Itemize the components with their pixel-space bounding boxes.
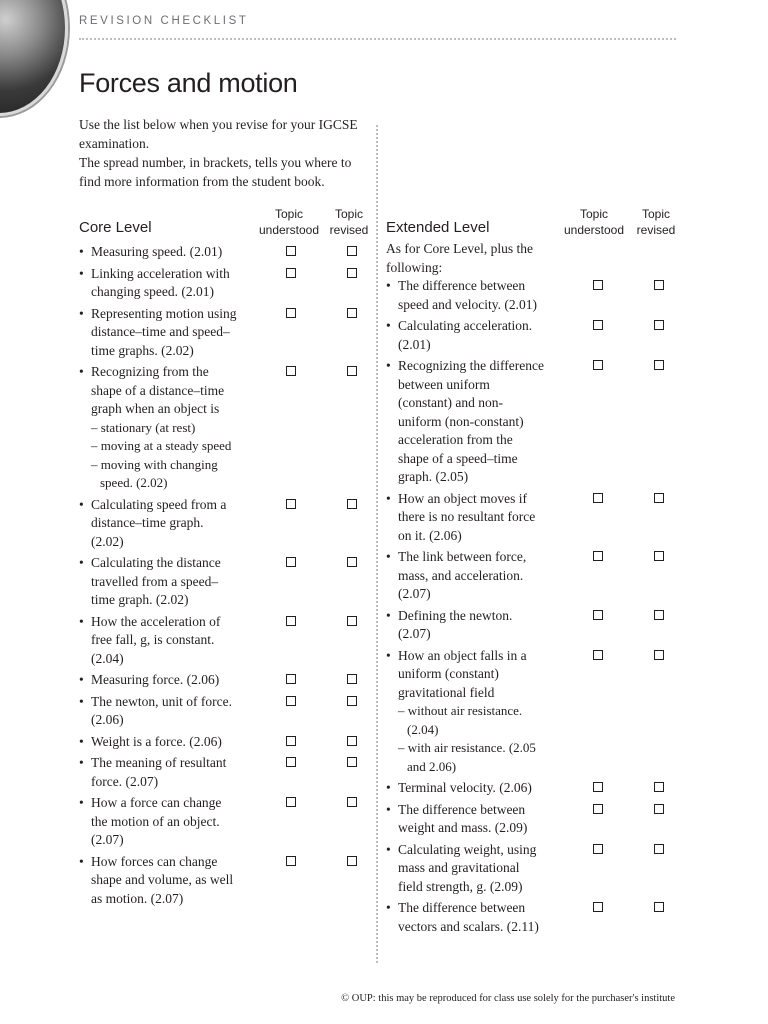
topic-revised-checkbox[interactable] bbox=[654, 844, 664, 854]
checklist-item-text: • The link between force, mass, and acceleration. (2.07) bbox=[386, 548, 546, 604]
topic-understood-header: Topic understood bbox=[258, 207, 320, 237]
checklist-item-text: • The difference between speed and velocity. (2.01) bbox=[386, 277, 546, 314]
topic-revised-checkbox[interactable] bbox=[347, 557, 357, 567]
topic-revised-checkbox[interactable] bbox=[654, 650, 664, 660]
checklist-item bbox=[386, 490, 686, 546]
topic-understood-checkbox[interactable] bbox=[593, 551, 603, 561]
topic-revised-checkbox[interactable] bbox=[654, 610, 664, 620]
checklist-item bbox=[386, 779, 686, 798]
checklist-item bbox=[386, 801, 686, 838]
column-divider bbox=[376, 125, 378, 963]
topic-revised-checkbox[interactable] bbox=[654, 280, 664, 290]
checklist-item bbox=[79, 754, 369, 791]
checklist-item-text: • The newton, unit of force. (2.06) bbox=[79, 693, 239, 730]
checklist-item bbox=[79, 554, 369, 610]
topic-understood-checkbox[interactable] bbox=[286, 757, 296, 767]
checklist-item bbox=[79, 265, 369, 302]
checklist-item-text: • Representing motion using distance–time and speed–time graphs. (2.02) bbox=[79, 305, 239, 361]
topic-revised-checkbox[interactable] bbox=[654, 902, 664, 912]
topic-revised-checkbox[interactable] bbox=[347, 308, 357, 318]
checklist-item bbox=[386, 841, 686, 897]
checklist-item bbox=[79, 693, 369, 730]
checklist-item-text: • Calculating weight, using mass and gravitational field strength, g. (2.09) bbox=[386, 841, 546, 897]
topic-understood-checkbox[interactable] bbox=[593, 360, 603, 370]
checklist-item-text: • How an object falls in a uniform (constant) gravitational field bbox=[386, 647, 546, 703]
topic-revised-checkbox[interactable] bbox=[654, 320, 664, 330]
topic-understood-checkbox[interactable] bbox=[286, 308, 296, 318]
topic-revised-checkbox[interactable] bbox=[347, 757, 357, 767]
topic-revised-checkbox[interactable] bbox=[347, 856, 357, 866]
checklist-item-text: • Measuring force. (2.06) bbox=[79, 671, 239, 690]
topic-understood-checkbox[interactable] bbox=[593, 650, 603, 660]
topic-understood-checkbox[interactable] bbox=[593, 280, 603, 290]
topic-understood-checkbox[interactable] bbox=[286, 696, 296, 706]
checklist-item-text: • Recognizing the difference between uniform (constant) and non-uniform (non-constant) acceleration from the shape of a speed–time graph. (2.05) bbox=[386, 357, 546, 487]
checklist-item-text: • Terminal velocity. (2.06) bbox=[386, 779, 546, 798]
checklist-subitem-text: – stationary (at rest) bbox=[91, 419, 196, 435]
checklist-subitem-text: – moving at a steady speed bbox=[91, 438, 232, 453]
checklist-item bbox=[79, 733, 369, 752]
page-title: Forces and motion bbox=[79, 68, 298, 98]
topic-understood-checkbox[interactable] bbox=[593, 320, 603, 330]
checklist-subitem-text: – without air resistance. (2.04) bbox=[398, 703, 523, 737]
checklist-item bbox=[79, 853, 369, 909]
core-level-title: Core Level bbox=[79, 219, 152, 236]
checklist-item-text: • How the acceleration of free fall, g, is constant. (2.04) bbox=[79, 613, 239, 669]
topic-understood-checkbox[interactable] bbox=[593, 493, 603, 503]
topic-understood-checkbox[interactable] bbox=[286, 268, 296, 278]
topic-revised-checkbox[interactable] bbox=[347, 696, 357, 706]
topic-revised-checkbox[interactable] bbox=[347, 366, 357, 376]
topic-understood-checkbox[interactable] bbox=[286, 797, 296, 807]
topic-revised-checkbox[interactable] bbox=[347, 674, 357, 684]
topic-revised-checkbox[interactable] bbox=[347, 268, 357, 278]
checklist-item-text: • How forces can change shape and volume, as well as motion. (2.07) bbox=[79, 853, 239, 909]
topic-understood-checkbox[interactable] bbox=[286, 856, 296, 866]
topic-revised-checkbox[interactable] bbox=[347, 797, 357, 807]
core-checklist bbox=[79, 243, 369, 908]
topic-understood-checkbox[interactable] bbox=[286, 499, 296, 509]
topic-revised-checkbox[interactable] bbox=[654, 804, 664, 814]
checklist-item bbox=[386, 607, 686, 644]
checklist-item bbox=[79, 305, 369, 361]
checklist-item-text: • Linking acceleration with changing speed. (2.01) bbox=[79, 265, 239, 302]
intro-paragraph: The spread number, in brackets, tells you where to find more information from the student book. bbox=[79, 155, 352, 189]
topic-revised-checkbox[interactable] bbox=[347, 499, 357, 509]
checklist-item-text: • Calculating acceleration. (2.01) bbox=[386, 317, 546, 354]
extended-level-title: Extended Level bbox=[386, 219, 490, 236]
checklist-item bbox=[79, 363, 369, 493]
intro-text bbox=[79, 115, 369, 191]
topic-understood-checkbox[interactable] bbox=[593, 902, 603, 912]
checklist-item-text: • Defining the newton. (2.07) bbox=[386, 607, 546, 644]
topic-understood-checkbox[interactable] bbox=[286, 616, 296, 626]
checklist-item-text: • The meaning of resultant force. (2.07) bbox=[79, 754, 239, 791]
extended-intro: As for Core Level, plus the following: bbox=[386, 241, 533, 275]
checklist-item-text: • How an object moves if there is no resultant force on it. (2.06) bbox=[386, 490, 546, 546]
topic-understood-checkbox[interactable] bbox=[286, 674, 296, 684]
topic-revised-checkbox[interactable] bbox=[654, 551, 664, 561]
topic-understood-checkbox[interactable] bbox=[286, 557, 296, 567]
topic-understood-checkbox[interactable] bbox=[593, 782, 603, 792]
topic-understood-checkbox[interactable] bbox=[593, 844, 603, 854]
checklist-item bbox=[386, 899, 686, 936]
checklist-item-text: • Recognizing from the shape of a distance–time graph when an object is bbox=[79, 363, 239, 419]
intro-paragraph: Use the list below when you revise for your IGCSE examination. bbox=[79, 117, 358, 151]
topic-revised-header: Topic revised bbox=[329, 207, 369, 237]
checklist-item bbox=[79, 794, 369, 850]
topic-understood-checkbox[interactable] bbox=[593, 610, 603, 620]
checklist-item-text: • Weight is a force. (2.06) bbox=[79, 733, 239, 752]
corner-decoration-image bbox=[0, 0, 68, 116]
topic-revised-header: Topic revised bbox=[636, 207, 676, 237]
extended-level-column bbox=[386, 205, 686, 939]
checklist-item bbox=[386, 647, 686, 777]
checklist-item-text: • Calculating speed from a distance–time graph. (2.02) bbox=[79, 496, 239, 552]
topic-understood-checkbox[interactable] bbox=[286, 246, 296, 256]
topic-revised-checkbox[interactable] bbox=[654, 493, 664, 503]
topic-revised-checkbox[interactable] bbox=[347, 246, 357, 256]
checklist-item bbox=[386, 277, 686, 314]
checklist-item bbox=[79, 496, 369, 552]
extended-checklist bbox=[386, 277, 686, 936]
topic-understood-header: Topic understood bbox=[563, 207, 625, 237]
topic-understood-checkbox[interactable] bbox=[286, 366, 296, 376]
checklist-item-text: • Measuring speed. (2.01) bbox=[79, 243, 239, 262]
checklist-subitem-text: – moving with changing speed. (2.02) bbox=[91, 456, 218, 490]
checklist-item bbox=[79, 613, 369, 669]
checklist-item bbox=[386, 548, 686, 604]
topic-understood-checkbox[interactable] bbox=[286, 736, 296, 746]
checklist-item-text: • The difference between weight and mass. (2.09) bbox=[386, 801, 546, 838]
topic-revised-checkbox[interactable] bbox=[654, 360, 664, 370]
topic-revised-checkbox[interactable] bbox=[654, 782, 664, 792]
core-level-column bbox=[79, 205, 369, 911]
checklist-item-text: • How a force can change the motion of an object. (2.07) bbox=[79, 794, 239, 850]
checklist-item bbox=[386, 317, 686, 354]
checklist-item-text: • Calculating the distance travelled from a speed–time graph. (2.02) bbox=[79, 554, 239, 610]
checklist-item bbox=[79, 243, 369, 262]
checklist-item bbox=[79, 671, 369, 690]
section-label: REVISION CHECKLIST bbox=[79, 15, 249, 27]
checklist-subitem-text: – with air resistance. (2.05 and 2.06) bbox=[398, 740, 536, 774]
topic-understood-checkbox[interactable] bbox=[593, 804, 603, 814]
checklist-item-text: • The difference between vectors and scalars. (2.11) bbox=[386, 899, 546, 936]
topic-revised-checkbox[interactable] bbox=[347, 736, 357, 746]
header-divider bbox=[79, 38, 676, 40]
copyright-footer: © OUP: this may be reproduced for class use solely for the purchaser's institute bbox=[341, 993, 675, 1004]
checklist-item bbox=[386, 357, 686, 487]
extended-column-header bbox=[386, 205, 686, 243]
topic-revised-checkbox[interactable] bbox=[347, 616, 357, 626]
core-column-header bbox=[79, 205, 369, 243]
